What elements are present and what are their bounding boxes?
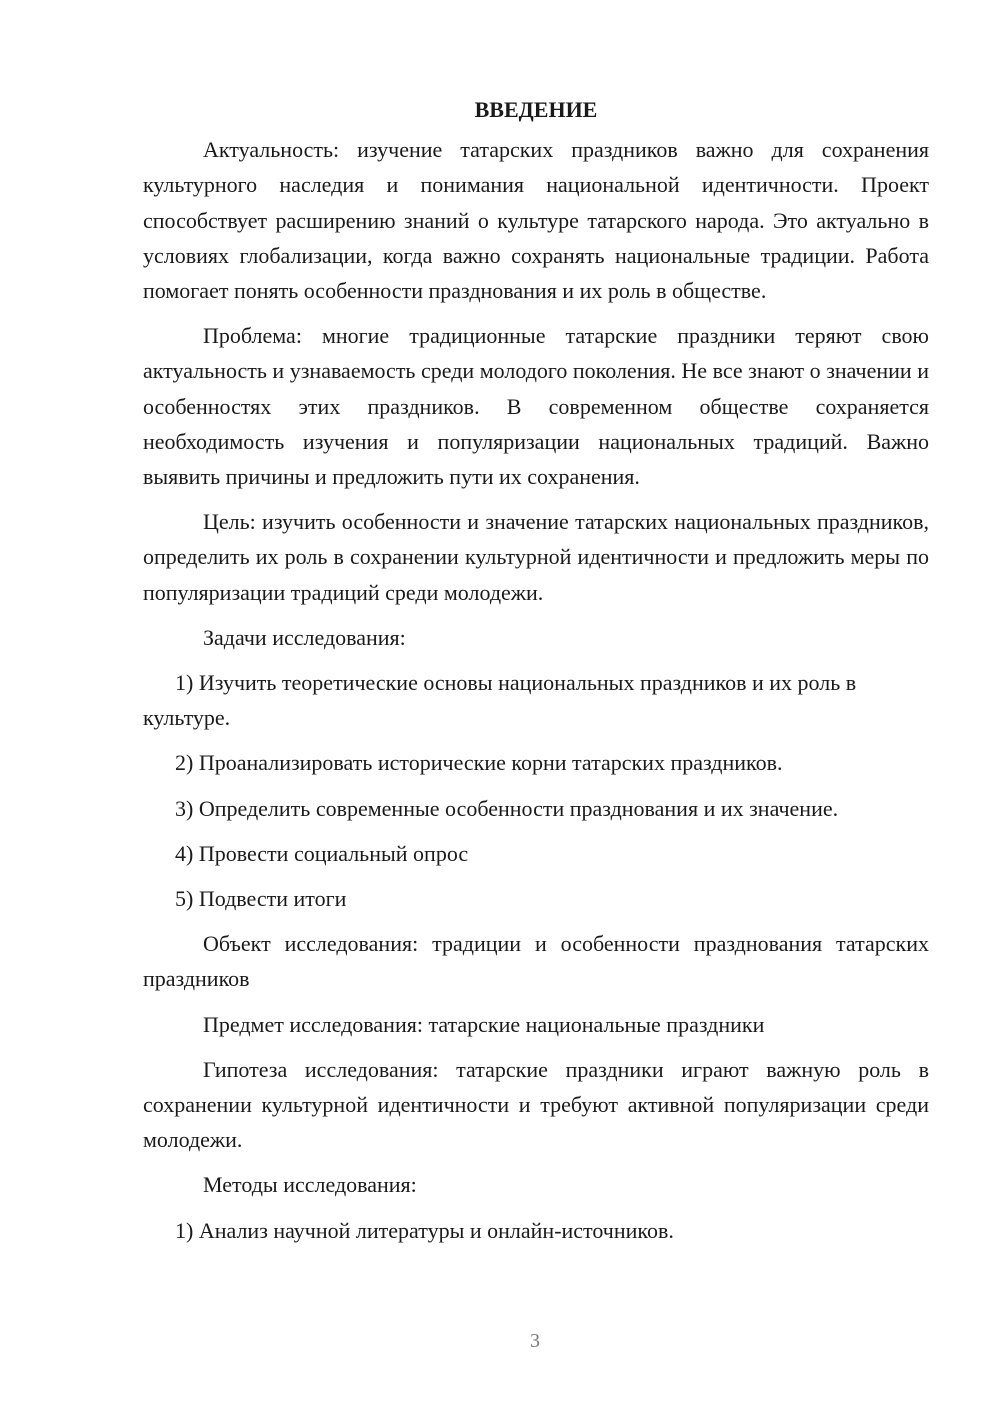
page-number: 3 xyxy=(530,1330,540,1352)
problem-paragraph: Проблема: многие традиционные татарские праздники теряют свою актуальность и узнаваемость среди молодого поколения. Не все знают о значении и особенностях этих праздников. В современном обществе сохраняется необходимость изучения и популяризации национальных традиций. Важно выявить причины и предложить пути их сохранения. xyxy=(143,323,929,490)
document-page xyxy=(143,92,929,1258)
tasks-heading: Задачи исследования: xyxy=(203,624,406,650)
relevance-paragraph: Актуальность: изучение татарских праздников важно для сохранения культурного наследия и понимания национальной идентичности. Проект способствует расширению знаний о культуре татарского народа. Это актуально в условиях глобализации, когда важно сохранять национальные традиции. Работа помогает понять особенности празднования и их роль в обществе. xyxy=(143,137,929,304)
methods-heading: Методы исследования: xyxy=(203,1172,417,1198)
section-heading: ВВЕДЕНИЕ xyxy=(474,97,598,122)
method-item-1: 1) Анализ научной литературы и онлайн-источников. xyxy=(175,1217,674,1243)
object-paragraph: Объект исследования: традиции и особенности празднования татарских праздников xyxy=(143,931,929,992)
subject-paragraph: Предмет исследования: татарские национальные праздники xyxy=(203,1011,765,1037)
task-item-2: 2) Проанализировать исторические корни татарских праздников. xyxy=(175,750,783,776)
task-item-3: 3) Определить современные особенности празднования и их значение. xyxy=(175,795,839,821)
goal-paragraph: Цель: изучить особенности и значение татарских национальных праздников, определить их роль в сохранении культурной идентичности и предложить меры по популяризации традиций среди молодежи. xyxy=(143,509,929,605)
task-item-4: 4) Провести социальный опрос xyxy=(175,840,469,866)
task-item-5: 5) Подвести итоги xyxy=(175,886,347,912)
task-item-1: 1) Изучить теоретические основы национальных праздников и их роль в культуре. xyxy=(143,670,857,731)
hypothesis-paragraph: Гипотеза исследования: татарские праздники играют важную роль в сохранении культурной идентичности и требуют активной популяризации среди молодежи. xyxy=(143,1056,929,1153)
